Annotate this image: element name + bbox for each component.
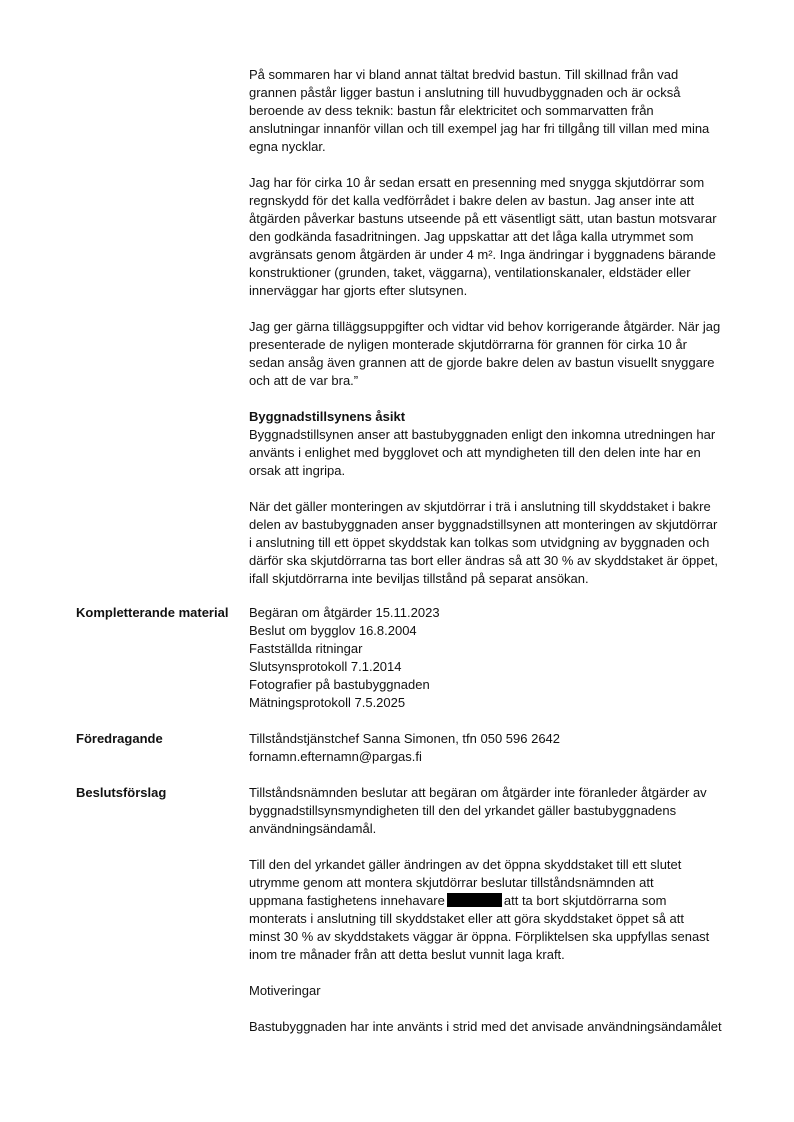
proposal-paragraph-1: Tillståndsnämnden beslutar att begäran om åtgärder inte föranleder åtgärder av byggnadstillsynsmyndigheten till den del yrkandet gäller bastubyggnadens användningsändamål. [249,785,707,836]
proposal-label: Beslutsförslag [76,785,167,800]
intro-paragraph-1: På sommaren har vi bland annat tältat bredvid bastun. Till skillnad från vad grannen påstår ligger bastun i anslutning till huvudbyggnaden och är också beroende av dess teknik: bastun får elektricitet och sommarvatten från anslutningar innanför villan och till exempel jag har fri tillgång till villan med mina egna nycklar. [249,67,710,154]
intro-paragraph-3: Jag ger gärna tilläggsuppgifter och vidtar vid behov korrigerande åtgärder. När jag presenterade de nyligen monterade skjutdörrarna för grannen för cirka 10 år sedan ansåg även grannen att de gjorde bakre delen av bastun visuellt snyggare och att de var bra.” [249,319,721,388]
opinion-paragraph-2: När det gäller monteringen av skjutdörrar i trä i anslutning till skyddstaket i bakre delen av bastubyggnaden anser byggnadstillsynen att monteringen av skjutdörrar i anslutning till ett öppet skyddstak kan tolkas som utvidgning av byggnaden och därför ska skjutdörrarna tas bort eller ändras så att 30 % av skyddstaket är öppet, ifall skjutdörrarna inte beviljas tillstånd på separat ansökan. [249,499,718,586]
proposal-paragraph-3: Bastubyggnaden har inte använts i strid med det anvisade användningsändamålet [249,1019,722,1034]
supplementary-label: Kompletterande material [76,605,229,620]
presenter-info [249,730,749,766]
list-item: Begäran om åtgärder 15.11.2023 [249,605,440,620]
proposal-paragraph-2 [249,856,749,964]
proposal-text-before-redaction: Till den del yrkandet gäller ändringen av det öppna skyddstaket till ett slutet utrymme genom att montera skjutdörrar beslutar tillståndsnämnden att uppmana fastighetens innehavare [249,857,682,908]
list-item: Mätningsprotokoll 7.5.2025 [249,695,406,710]
opinion-heading: Byggnadstillsynens åsikt [249,409,406,424]
opinion-paragraph-1: Byggnadstillsynen anser att bastubyggnaden enligt den inkomna utredningen har använts i enlighet med bygglovet och att myndigheten till den delen inte har en orsak att ingripa. [249,427,716,478]
presenter-label: Föredragande [76,731,163,746]
list-item: Fastställda ritningar [249,641,363,656]
list-item: Beslut om bygglov 16.8.2004 [249,623,417,638]
motivation-heading: Motiveringar [249,983,321,998]
intro-paragraph-2: Jag har för cirka 10 år sedan ersatt en presenning med snygga skjutdörrar som regnskydd för det kalla vedförrådet i bakre delen av bastun. Jag anser inte att åtgärden påverkar bastuns utseende på ett väsentligt sätt, utan bastun motsvarar den godkända fasadritningen. Jag uppskattar att det låga kalla utrymmet som avgränsats genom åtgärden är under 4 m². Inga ändringar i byggnadens bärande konstruktioner (grunden, taket, väggarna), ventilationskanaler, eldstäder eller innerväggar har gjorts efter slutsynen. [249,175,717,298]
presenter-email: fornamn.efternamn@pargas.fi [249,749,422,764]
list-item: Fotografier på bastubyggnaden [249,677,430,692]
presenter-name: Tillståndstjänstchef Sanna Simonen, tfn 050 596 2642 [249,731,561,746]
list-item: Slutsynsprotokoll 7.1.2014 [249,659,402,674]
proposal-text-after-redaction: att ta bort skjutdörrarna som monterats i anslutning till skyddstaket eller att göra skyddstaket öppet så att minst 30 % av skyddstakets väggar är öppna. Förpliktelsen ska uppfyllas senast inom tre månader från att detta beslut vunnit laga kraft. [249,893,710,962]
redaction-block [447,893,502,907]
supplementary-list [249,604,749,712]
